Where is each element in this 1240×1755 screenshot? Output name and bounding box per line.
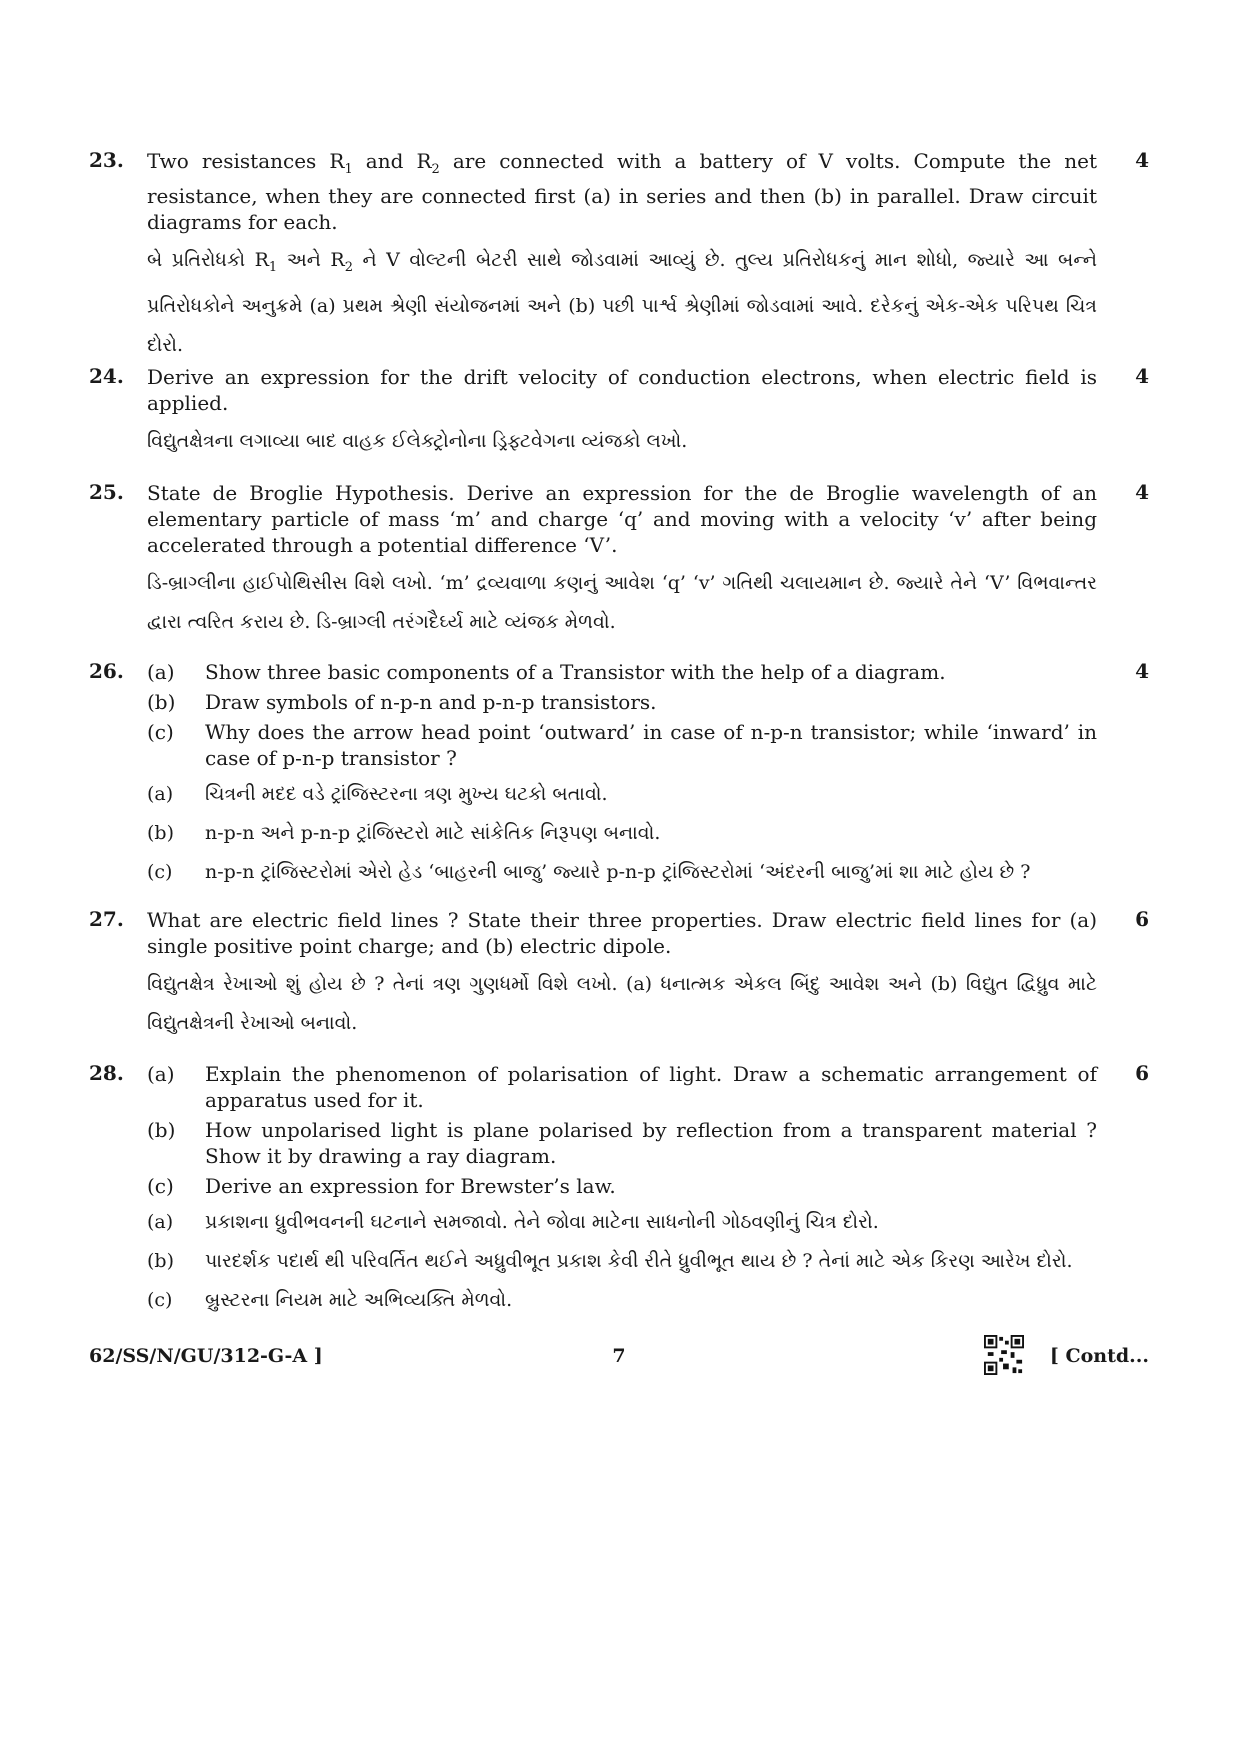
subpart-en: (c) Why does the arrow head point ‘outward’ in case of n-p-n transistor; while ‘inward’ in case of p-n-p transistor ?: [147, 720, 1097, 770]
continued-label: [ Contd...: [1049, 1345, 1149, 1367]
question-text-en: Derive an expression for the drift velocity of conduction electrons, when electric field is applied.: [147, 365, 1097, 415]
question-text-gu: ડિ-બ્રાગ્લીના હાઈપોથિસીસ વિશે લખો. ‘m’ દ્રવ્યવાળા કણનું આવેશ ‘q’ ‘v’ ગતિથી ચલાયમાન છે. જ્યારે તેને ‘V’ વિભવાન્તર દ્વારા ત્વરિત કરાય છે. ડિ-બ્રાગ્લી તરંગદૈર્ઘ્ય માટે વ્યંજક મેળવો.: [147, 572, 1097, 633]
question-marks: 6: [1135, 1061, 1149, 1085]
question-marks: 4: [1135, 480, 1149, 504]
subpart-gu: (c) n-p-n ટ્રાંજિસ્ટરોમાં એરો હેડ ‘બાહરની બાજુ’ જ્યારે p-n-p ટ્રાંજિસ્ટરોમાં ‘અંદરની બાજુ’માં શા માટે હોય છે ?: [147, 861, 1031, 883]
page-footer: [89, 1335, 1149, 1385]
question-number: 27.: [89, 907, 124, 931]
question-text-en: What are electric field lines ? State their three properties. Draw electric field lines for (a) single positive point charge; and (b) electric dipole.: [147, 908, 1097, 958]
question-26: [89, 659, 1149, 892]
subpart-gu: (a) ચિત્રની મદદ વડે ટ્રાંજિસ્ટરના ત્રણ મુખ્ય ઘટકો બતાવો.: [147, 783, 608, 805]
question-text-en: State de Broglie Hypothesis. Derive an expression for the de Broglie wavelength of an elementary particle of mass ‘m’ and charge ‘q’ and moving with a velocity ‘v’ after being accelerated through a potential difference ‘V’.: [147, 481, 1097, 557]
subpart-en: (a) Explain the phenomenon of polarisation of light. Draw a schematic arrangement of apparatus used for it.: [147, 1062, 1097, 1112]
question-marks: 4: [1135, 659, 1149, 683]
subpart-en: (c) Derive an expression for Brewster’s law.: [147, 1174, 616, 1198]
paper-code: 62/SS/N/GU/312-G-A ]: [89, 1345, 323, 1367]
question-marks: 4: [1135, 364, 1149, 388]
question-number: 23.: [89, 148, 124, 172]
subpart-gu: (b) પારદર્શક પદાર્થ થી પરિવર્તિત થઈને અધ્રુવીભૂત પ્રકાશ કેવી રીતે ધ્રુવીભૂત થાય છે ? તેનાં માટે એક કિરણ આરેખ દોરો.: [147, 1250, 1073, 1272]
question-marks: 6: [1135, 907, 1149, 931]
subpart-en: (b) How unpolarised light is plane polarised by reflection from a transparent material ? Show it by drawing a ray diagram.: [147, 1118, 1097, 1168]
question-text-gu: બે પ્રતિરોધકો $R_1$ અને $R_2$ ને V વોલ્ટની બેટરી સાથે જોડવામાં આવ્યું છે. તુલ્ય પ્રતિરોધકનું માન શોધો, જ્યારે આ બન્ને પ્રતિરોધકોને અનુક્રમે (a) પ્રથમ શ્રેણી સંયોજનમાં અને (b) પછી પાર્શ્વ શ્રેણીમાં જોડવામાં આવે. દરેકનું એક-એક પરિપથ ચિત્ર દોરો.: [147, 249, 1097, 356]
question-marks: 4: [1135, 148, 1149, 172]
subpart-en: (b) Draw symbols of n-p-n and p-n-p transistors.: [147, 690, 657, 714]
question-number: 25.: [89, 480, 124, 504]
question-text-gu: વિદ્યુતક્ષેત્રના લગાવ્યા બાદ વાહક ઈલેક્ટ્રોનોના ડ્રિફ્ટવેગના વ્યંજકો લખો.: [147, 430, 688, 452]
qr-code-icon: [984, 1335, 1024, 1375]
question-number: 24.: [89, 364, 124, 388]
question-23: [89, 148, 1149, 365]
subpart-gu: (a) પ્રકાશના ધ્રુવીભવનની ઘટનાને સમજાવો. તેને જોવા માટેના સાધનોની ગોઠવણીનું ચિત્ર દોરો.: [147, 1211, 879, 1233]
subpart-gu: (c) બ્રુસ્ટરના નિયમ માટે અભિવ્યક્તિ મેળવો.: [147, 1289, 513, 1311]
subpart-en: (a) Show three basic components of a Transistor with the help of a diagram.: [147, 660, 946, 684]
question-text-gu: વિદ્યુતક્ષેત્ર રેખાઓ શું હોય છે ? તેનાં ત્રણ ગુણધર્મો વિશે લખો. (a) ધનાત્મક એકલ બિંદુ આવેશ અને (b) વિદ્યુત દ્વિધ્રુવ માટે વિદ્યુતક્ષેત્રની રેખાઓ બનાવો.: [147, 973, 1097, 1034]
question-25: [89, 480, 1149, 642]
question-24: [89, 364, 1149, 461]
question-27: [89, 907, 1149, 1043]
question-number: 28.: [89, 1061, 124, 1085]
subpart-gu: (b) n-p-n અને p-n-p ટ્રાંજિસ્ટરો માટે સાંકેતિક નિરૂપણ બનાવો.: [147, 822, 661, 844]
question-text-en: Two resistances $R_1$ and $R_2$ are connected with a battery of V volts. Compute the net resistance, when they are connected first (a) in series and then (b) in parallel. Draw circuit diagrams for each.: [147, 149, 1097, 234]
page-number: 7: [612, 1345, 626, 1367]
question-number: 26.: [89, 659, 124, 683]
question-28: [89, 1061, 1149, 1320]
